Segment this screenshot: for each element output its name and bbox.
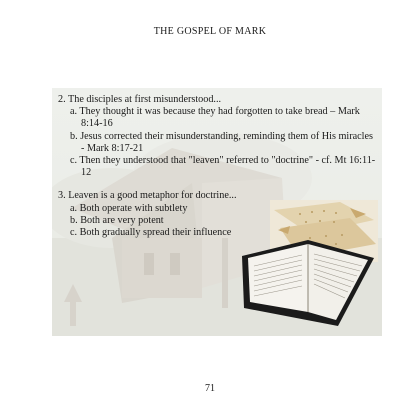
outline-point-3: 3. Leaven is a good metaphor for doctrine... (58, 190, 237, 202)
open-bible-image (238, 228, 378, 328)
page-header-title: THE GOSPEL OF MARK (153, 26, 267, 37)
outline-item-2b: b. Jesus corrected their misunderstanding, reminding them of His miracles - Mark 8:17-21 (70, 130, 374, 154)
outline-item-3c: c. Both gradually spread their influence (70, 227, 232, 239)
slide-image (52, 88, 382, 336)
outline-point-2: 2. The disciples at first misunderstood... (58, 94, 222, 105)
outline-item-2c: c. Then they understood that "leaven" referred to "doctrine" - cf. Mt 16:11-12 (70, 155, 376, 179)
outline-item-3b: b. Both are very potent (70, 214, 164, 226)
outline-item-3a: a. Both operate with subtlety (70, 202, 188, 214)
page-number: 71 (205, 383, 215, 394)
outline-item-2a: a. They thought it was because they had forgotten to take bread – Mark 8:14-16 (70, 106, 360, 130)
